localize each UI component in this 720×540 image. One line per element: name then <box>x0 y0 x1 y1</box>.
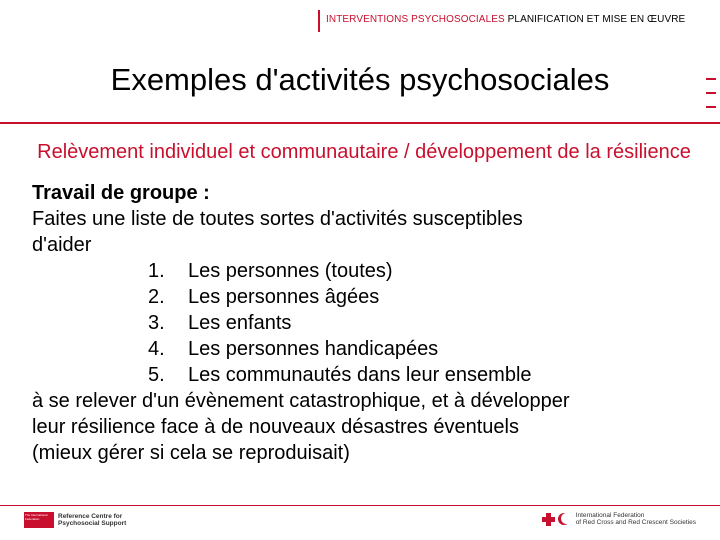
list-item <box>32 310 712 336</box>
red-cross-icon <box>542 513 555 526</box>
ifrc-logo-mark: The International Federation <box>24 512 54 528</box>
list-item-number: 2. <box>148 286 165 308</box>
closing-line-2: leur résilience face à de nouveaux désastres éventuels <box>32 416 519 438</box>
ifrc-logo <box>542 512 696 526</box>
footer-divider <box>0 505 720 506</box>
title-divider <box>0 122 720 124</box>
side-dash-top <box>706 78 716 80</box>
list-item-text: Les personnes (toutes) <box>188 260 393 282</box>
list-item <box>32 284 712 310</box>
intro-line-1: Faites une liste de toutes sortes d'activités susceptibles <box>32 208 523 230</box>
side-dash-bottom <box>706 106 716 108</box>
header-accent-rule <box>318 10 320 32</box>
list-item-number: 3. <box>148 312 165 334</box>
logo-text-line-2: Psychosocial Support <box>58 520 127 527</box>
list-item-number: 4. <box>148 338 165 360</box>
psychosocial-centre-logo <box>24 512 126 528</box>
header-banner <box>326 14 685 25</box>
ifrc-text-line-1: International Federation <box>575 512 645 519</box>
header-subsection-label: PLANIFICATION ET MISE EN ŒUVRE <box>504 14 686 25</box>
group-work-label: Travail de groupe : <box>32 182 210 204</box>
header-section-label: INTERVENTIONS PSYCHOSOCIALES <box>326 14 505 25</box>
list-item-text: Les enfants <box>188 312 292 334</box>
closing-line-1: à se relever d'un évènement catastrophique, et à développer <box>32 390 570 412</box>
slide-body <box>32 180 712 466</box>
list-item-text: Les personnes âgées <box>188 286 380 308</box>
list-item-text: Les personnes handicapées <box>188 338 439 360</box>
red-crescent-icon <box>558 513 570 525</box>
list-item-number: 1. <box>148 260 165 282</box>
closing-line-3: (mieux gérer si cela se reproduisait) <box>32 442 350 464</box>
slide-subtitle: Relèvement individuel et communautaire / développement de la résilience <box>37 141 691 163</box>
list-item-text: Les communautés dans leur ensemble <box>188 364 532 386</box>
list-item <box>32 336 712 362</box>
list-item-number: 5. <box>148 364 165 386</box>
slide-title: Exemples d'activités psychosociales <box>110 62 610 97</box>
logo-text-line-1: Reference Centre for <box>58 513 123 520</box>
list-item <box>32 258 712 284</box>
side-dash-middle <box>706 92 716 94</box>
list-item <box>32 362 712 388</box>
intro-line-2: d'aider <box>32 234 92 256</box>
ifrc-text-line-2: of Red Cross and Red Crescent Societies <box>575 519 696 526</box>
